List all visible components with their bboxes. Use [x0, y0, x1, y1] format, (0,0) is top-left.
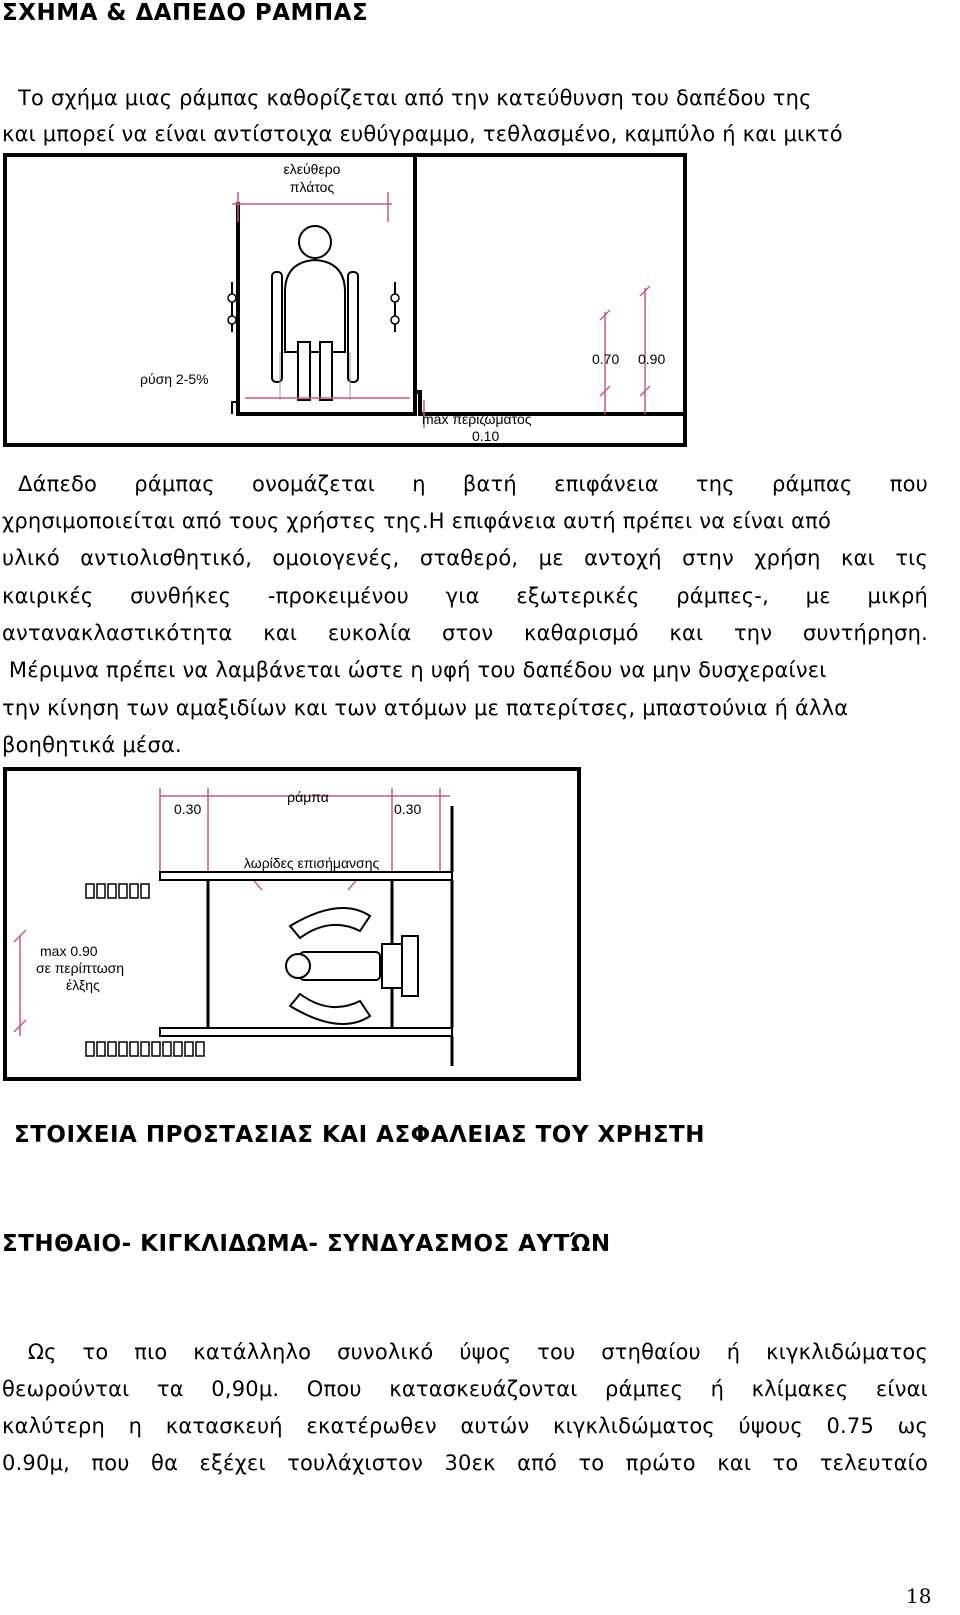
safety-section-title: ΣΤΟΙΧΕΙΑ ΠΡΟΣΤΑΣΙΑΣ ΚΑΙ ΑΣΦΑΛΕΙΑΣ ΤΟΥ ΧΡΗΣΤΗ — [14, 1122, 705, 1148]
max090-label-3: έλξης — [66, 977, 100, 993]
parapet-line-3: καλύτερη η κατασκευή εκατέρωθεν αυτών κιγκλιδώματος ύψους 0.75 ως — [2, 1414, 928, 1438]
parapet-line-2: θεωρούνται τα 0,90μ. Οπου κατασκευάζονται ράμπες ή κλίμακες είναι — [2, 1377, 928, 1401]
max-curb-label-2: 0.10 — [472, 428, 500, 444]
strips-label: λωρίδες επισήμανσης — [244, 855, 380, 871]
parapet-line-1: Ως το πιο κατάλληλο συνολικό ύψος του στηθαίου ή κιγκλιδώματος — [2, 1340, 928, 1364]
ramp-section-figure — [0, 152, 694, 452]
floor-line-1: Δάπεδο ράμπας ονομάζεται η βατή επιφάνεια της ράμπας που — [18, 472, 928, 496]
floor-line-3: υλικό αντιολισθητικό, ομοιογενές, σταθερό, με αντοχή στην χρήση και τις — [2, 546, 928, 570]
dim-070-label: 0.70 — [592, 351, 620, 367]
max090-label-2: σε περίπτωση — [36, 960, 125, 976]
free-width-label-1: ελεύθερο — [283, 161, 341, 177]
floor-line-4: καιρικές συνθήκες -προκειμένου για εξωτερικές ράμπες-, με μικρή — [2, 584, 928, 608]
intro-line-2: και μπορεί να είναι αντίστοιχα ευθύγραμμο, τεθλασμένο, καμπύλο ή και μικτό — [2, 122, 843, 146]
tactile-strip-bottom — [86, 1042, 204, 1056]
floor-line-5: αντανακλαστικότητα και ευκολία στον καθαρισμό και την συντήρηση. — [2, 621, 928, 645]
dim-030-left-label: 0.30 — [174, 801, 202, 817]
floor-line-8: βοηθητικά μέσα. — [2, 733, 182, 757]
ramp-label: ράμπα — [287, 789, 329, 805]
parapet-line-4: 0.90μ, που θα εξέχει τουλάχιστον 30εκ από το πρώτο και το τελευταίο — [2, 1451, 928, 1475]
section-title-shape-floor: ΣΧΗΜΑ & ΔΑΠΕΔΟ ΡΑΜΠΑΣ — [2, 0, 369, 26]
floor-line-7: την κίνηση των αμαξιδίων και των ατόμων με πατερίτσες, μπαστούνια ή άλλα — [2, 696, 849, 720]
intro-line-1: Το σχήμα μιας ράμπας καθορίζεται από την κατεύθυνση του δαπέδου της — [18, 86, 812, 110]
page-number: 18 — [906, 1584, 932, 1608]
floor-line-6: Μέριμνα πρέπει να λαμβάνεται ώστε η υφή του δαπέδου να μην δυσχεραίνει — [2, 658, 827, 682]
dim-030-right-label: 0.30 — [394, 801, 422, 817]
max-curb-label-1: max περιζώματος — [422, 411, 532, 427]
free-width-label-2: πλάτος — [289, 179, 335, 195]
floor-line-2: χρησιμοποιείται από τους χρήστες της.Η επιφάνεια αυτή πρέπει να είναι από — [2, 509, 832, 533]
max090-label-1: max 0.90 — [40, 943, 98, 959]
slope-label: ρύση 2-5% — [140, 371, 209, 387]
dim-090-label: 0.90 — [638, 351, 666, 367]
ramp-plan-figure — [0, 766, 586, 1084]
parapet-subtitle: ΣΤΗΘΑΙΟ- ΚΙΓΚΛΙΔΩΜΑ- ΣΥΝΔΥΑΣΜΟΣ ΑΥΤΏΝ — [2, 1231, 611, 1257]
